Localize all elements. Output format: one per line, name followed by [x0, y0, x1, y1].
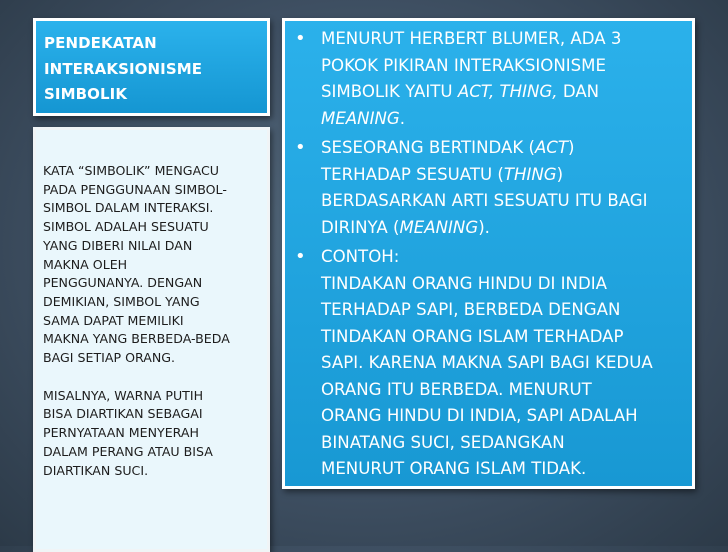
bullet-line: MENURUT HERBERT BLUMER, ADA 3 — [321, 29, 622, 48]
title-line: PENDEKATAN — [44, 34, 157, 52]
bullet-line: POKOK PIKIRAN INTERAKSIONISME — [321, 55, 606, 75]
bullet-line: ORANG ITU BERBEDA. MENURUT — [321, 379, 592, 399]
bullet-line: TERHADAP SESUATU (THING) — [321, 164, 564, 184]
definition-line: SIMBOL ADALAH SESUATU — [43, 219, 209, 235]
definition-line: KATA “SIMBOLIK” MENGACU — [43, 163, 219, 178]
definition-line: MAKNA OLEH — [43, 256, 128, 272]
example-line: DALAM PERANG ATAU BISA — [43, 443, 213, 459]
paragraph-gap — [43, 368, 262, 387]
content-box — [282, 18, 695, 489]
bullet-line: SAPI. KARENA MAKNA SAPI BAGI KEDUA — [321, 353, 653, 372]
bullet-line: CONTOH: — [321, 247, 400, 266]
example-line: PERNYATAAN MENYERAH — [43, 425, 200, 441]
bullet-dot-icon: • — [295, 137, 306, 158]
example-line: DIARTIKAN SUCI. — [43, 462, 149, 478]
example-line: BISA DIARTIKAN SEBAGAI — [43, 406, 203, 422]
example-line: MISALNYA, WARNA PUTIH — [43, 387, 204, 403]
bullet-line: SESEORANG BERTINDAK (ACT) — [321, 138, 575, 157]
bullet-dot-icon: • — [295, 246, 306, 267]
definition-box — [33, 127, 270, 552]
bullet-dot-icon: • — [295, 28, 306, 49]
definition-line: DEMIKIAN, SIMBOL YANG — [43, 293, 200, 309]
title-line: INTERAKSIONISME — [44, 59, 203, 78]
bullet-item — [293, 244, 686, 483]
bullet-line: ORANG HINDU DI INDIA, SAPI ADALAH — [321, 406, 638, 425]
bullet-line: TINDAKAN ORANG ISLAM TERHADAP — [321, 326, 624, 346]
bullet-item — [293, 26, 686, 132]
bullet-line: SIMBOLIK YAITU ACT, THING, DAN — [321, 82, 600, 101]
definition-line: PENGGUNANYA. DENGAN — [43, 275, 203, 291]
title-box — [33, 18, 270, 116]
bullet-item — [293, 135, 686, 241]
bullet-line: MENURUT ORANG ISLAM TIDAK. — [321, 459, 587, 478]
bullet-line: BERDASARKAN ARTI SESUATU ITU BAGI — [321, 191, 648, 210]
definition-line: YANG DIBERI NILAI DAN — [43, 237, 193, 253]
bullet-line: TERHADAP SAPI, BERBEDA DENGAN — [321, 300, 621, 319]
definition-line: MAKNA YANG BERBEDA-BEDA — [43, 331, 230, 347]
title-line: SIMBOLIK — [44, 85, 128, 103]
bullet-line: MEANING. — [321, 108, 406, 128]
definition-line: SIMBOL DALAM INTERAKSI. — [43, 200, 214, 216]
bullet-line: TINDAKAN ORANG HINDU DI INDIA — [321, 273, 607, 293]
definition-line: SAMA DAPAT MEMILIKI — [43, 312, 184, 328]
definition-line: PADA PENGGUNAAN SIMBOL- — [43, 181, 227, 197]
definition-line: BAGI SETIAP ORANG. — [43, 350, 176, 366]
bullet-line: BINATANG SUCI, SEDANGKAN — [321, 432, 565, 452]
bullet-line: DIRINYA (MEANING). — [321, 217, 490, 237]
